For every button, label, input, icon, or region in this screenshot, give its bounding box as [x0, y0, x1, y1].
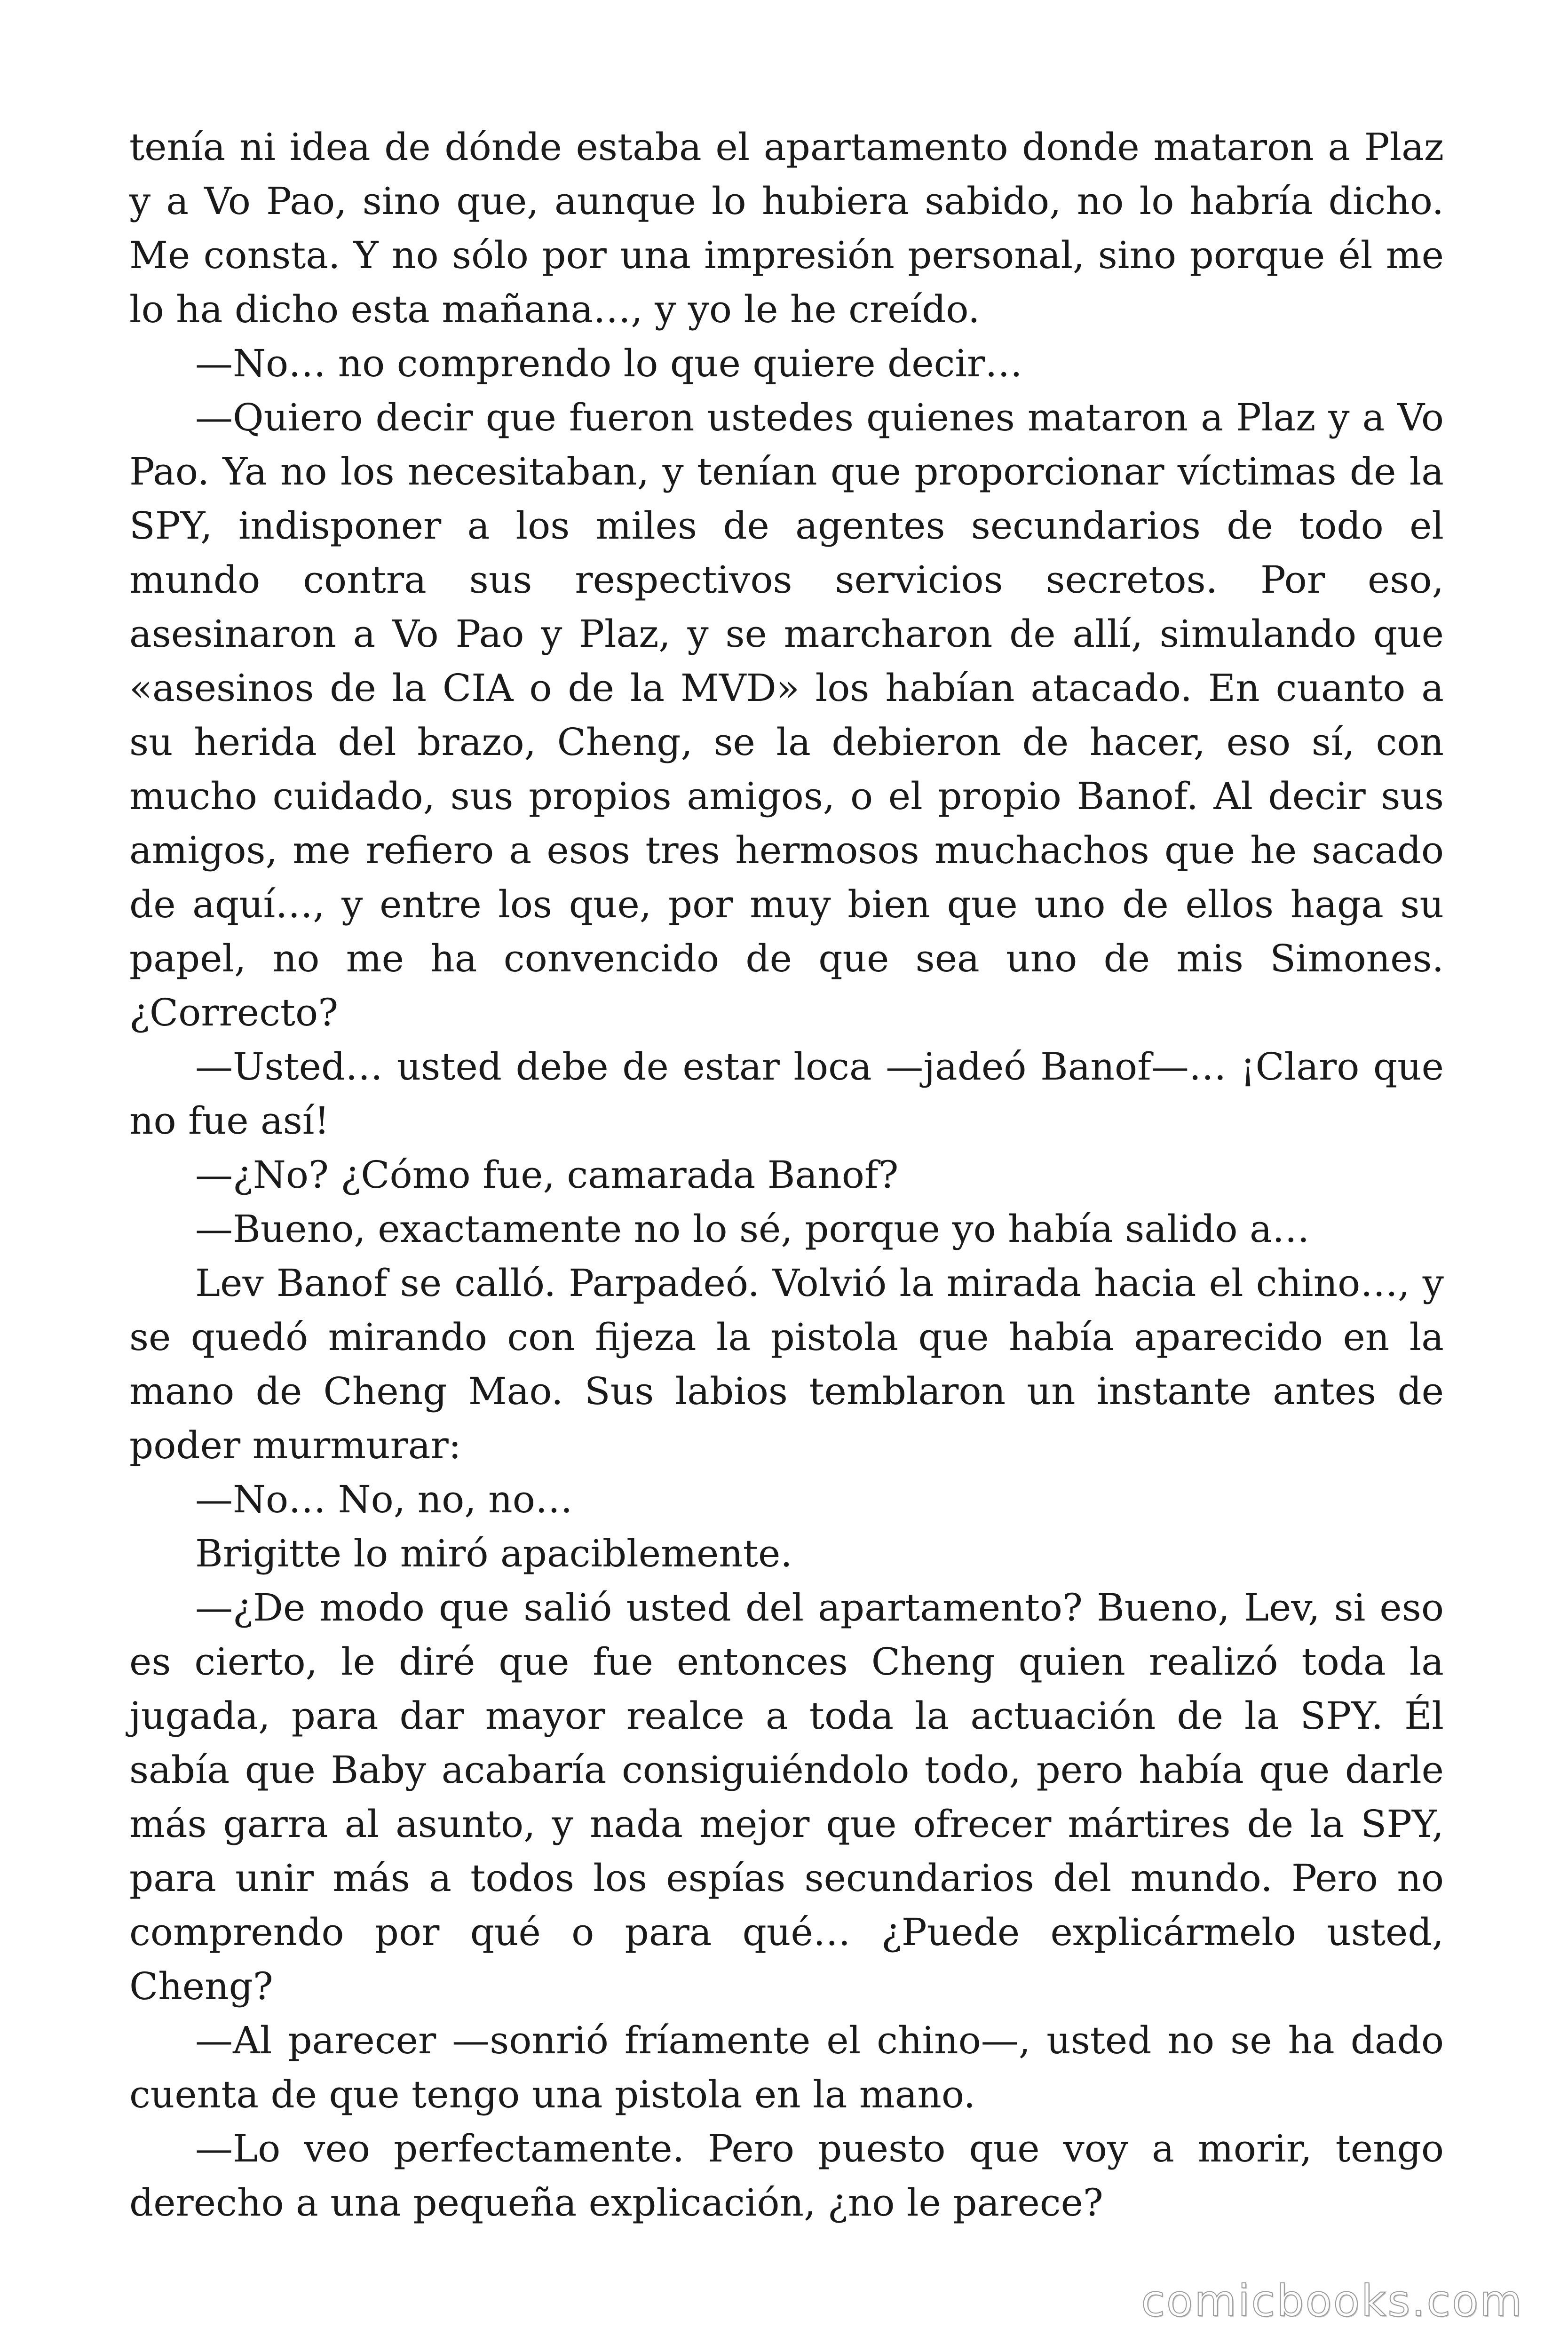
book-page-text [129, 120, 1444, 2230]
paragraph-2: —No… no comprendo lo que quiere decir… [195, 342, 1023, 385]
paragraph-5: —¿No? ¿Cómo fue, camarada Banof? [195, 1153, 899, 1197]
paragraph-11: —Al parecer —sonrió fríamente el chino—, usted no se ha dado cuenta de que tengo una pistola en la mano. [129, 2018, 1444, 2116]
paragraph-12: —Lo veo perfectamente. Pero puesto que voy a morir, tengo derecho a una pequeña explicación, ¿no le parece? [129, 2127, 1444, 2225]
paragraph-7: Lev Banof se calló. Parpadeó. Volvió la mirada hacia el chino…, y se quedó mirando con fijeza la pistola que había aparecido en la mano de Cheng Mao. Sus labios temblaron un instante antes de poder murmurar: [129, 1261, 1444, 1467]
paragraph-1: tenía ni idea de dónde estaba el apartamento donde mataron a Plaz y a Vo Pao, sino que, aunque lo hubiera sabido, no lo habría dicho. Me consta. Y no sólo por una impresión personal, sino porque él me lo ha dicho esta mañana…, y yo le he creído. [129, 125, 1444, 331]
paragraph-4: —Usted… usted debe de estar loca —jadeó Banof—… ¡Claro que no fue así! [129, 1045, 1444, 1143]
paragraph-8: —No… No, no, no… [195, 1478, 573, 1521]
watermark: comicbooks.com [1141, 2276, 1523, 2326]
paragraph-3: —Quiero decir que fueron ustedes quienes mataron a Plaz y a Vo Pao. Ya no los necesitaban, y tenían que proporcionar víctimas de la SPY, indisponer a los miles de agentes secundarios de todo el mundo contra sus respectivos servicios secretos. Por eso, asesinaron a Vo Pao y Plaz, y se marcharon de allí, simulando que «asesinos de la CIA o de la MVD» los habían atacado. En cuanto a su herida del brazo, Cheng, se la debieron de hacer, eso sí, con mucho cuidado, sus propios amigos, o el propio Banof. Al decir sus amigos, me refiero a esos tres hermosos muchachos que he sacado de aquí…, y entre los que, por muy bien que uno de ellos haga su papel, no me ha convencido de que sea uno de mis Simones. ¿Correcto? [129, 396, 1444, 1034]
paragraph-9: Brigitte lo miró apaciblemente. [195, 1532, 792, 1575]
paragraph-6: —Bueno, exactamente no lo sé, porque yo había salido a… [195, 1207, 1310, 1251]
paragraph-10: —¿De modo que salió usted del apartamento? Bueno, Lev, si eso es cierto, le diré que fue entonces Cheng quien realizó toda la jugada, para dar mayor realce a toda la actuación de la SPY. Él sabía que Baby acabaría consiguiéndolo todo, pero había que darle más garra al asunto, y nada mejor que ofrecer mártires de la SPY, para unir más a todos los espías secundarios del mundo. Pero no comprendo por qué o para qué… ¿Puede explicármelo usted, Cheng? [129, 1586, 1444, 2008]
